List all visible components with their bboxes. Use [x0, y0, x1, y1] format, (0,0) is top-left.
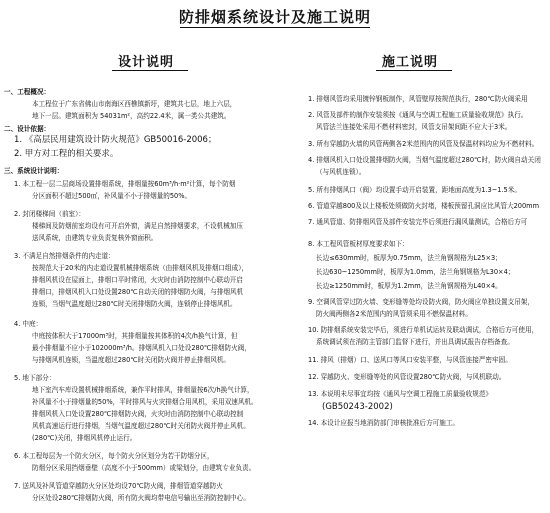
- design-line: 地下一层。建筑面积为 54031m²，高约22.4米，属一类公共建筑。: [32, 112, 231, 120]
- construction-line: 14. 本设计应报当地消防部门审核批准后方可施工。: [308, 419, 460, 427]
- construction-line: 风管法兰连接处采用不燃材料密封，风管支吊架间距不应大于3米。: [316, 123, 512, 131]
- design-line: 连锁，当烟气温度超过280℃时关闭排烟防火阀，连锁停止排烟风机。: [32, 300, 237, 308]
- construction-line: 6. 管道穿越800及以上楼板处须做防火封堵，楼板预留孔洞应比风管大200mm: [308, 202, 540, 210]
- construction-line: 9. 空调风管穿过防火墙、变形缝等处均设防火阀，防火阀应单独设置支吊架，: [308, 298, 534, 306]
- design-line: 防烟分区采用挡烟垂壁（高度不小于500mm）或梁划分，由建筑专业负责。: [32, 464, 256, 472]
- construction-line: （与风机连锁）。: [316, 168, 366, 176]
- design-line: 1. 《高层民用建筑设计防火规范》GB50016-2006；: [14, 135, 217, 145]
- construction-line: 防火阀两侧各2米范围内的风管须采用不燃保温材料。: [316, 310, 472, 318]
- construction-line: 8. 本工程风管板材厚度要求如下：: [308, 240, 409, 248]
- design-line: 中庭按体积大于17000m³时，其排烟量按其体积的4次/h换气计算，但: [32, 332, 238, 340]
- construction-line: 系统调试须在消防主管部门监督下进行，并出具调试报告存档备查。: [316, 338, 514, 346]
- design-line: 楼梯间及防烟前室均设有可开启外窗，满足自然排烟要求，不设机械加压: [32, 222, 243, 230]
- construction-heading: 施工说明: [382, 55, 439, 70]
- design-line: 2. 封闭楼梯间（前室）：: [14, 210, 86, 218]
- construction-line: 长边630~1250mm时，板厚为1.0mm，法兰角钢规格为L30×4；: [316, 268, 515, 276]
- title-underline: [180, 27, 370, 28]
- design-line: 排烟风机入口处设置280℃排烟防火阀，火灾时由消防控制中心联动控制: [32, 410, 244, 418]
- design-heading-underline: [112, 70, 188, 71]
- design-line: 地下室汽车库设置机械排烟系统，兼作平时排风，排烟量按6次/h换气计算，: [32, 386, 254, 394]
- design-line: 本工程位于广东省佛山市南海区西樵镇新圩，建筑共七层，地上六层，: [32, 100, 237, 108]
- design-line: 分区面积不超过500㎡，补风量不小于排烟量的50%。: [32, 192, 192, 200]
- construction-line: 2. 风管及部件的制作安装须按《通风与空调工程施工质量验收规范》执行。: [308, 111, 528, 119]
- construction-line: 长边≥1250mm时，板厚为1.2mm，法兰角钢规格为L40×4。: [316, 282, 502, 290]
- construction-line: 10. 防排烟系统安装完毕后，须进行单机试运转及联动调试，合格后方可使用，: [308, 326, 539, 334]
- design-line: 4. 中庭：: [14, 320, 43, 328]
- design-line: 3. 不满足自然排烟条件的内走道：: [14, 252, 115, 260]
- design-line: 补风量不小于排烟量的50%，平时排风与火灾排烟合用风机，采用双速风机。: [32, 398, 258, 406]
- design-heading: 设计说明: [118, 55, 175, 70]
- design-line: 风机高速运行进行排烟，当烟气温度超过280℃时关闭防火阀并停止风机。: [32, 422, 250, 430]
- page-title: 防排烟系统设计及施工说明: [178, 8, 371, 26]
- design-line: 二、设计依据：: [4, 125, 51, 133]
- design-line: 一、工程概况：: [4, 88, 51, 96]
- design-line: 7. 送风及补风管道穿越防火分区处均设70℃防火阀，排烟管道穿越防火: [14, 482, 223, 490]
- design-line: 与排烟风机连锁，当温度超过280℃时关闭防火阀并停止排烟风机。: [32, 356, 231, 364]
- design-line: 按规范大于20米的内走道设置机械排烟系统（由排烟风机及排烟口组成），: [32, 264, 249, 272]
- construction-line: 3. 所有穿越防火墙的风管两侧各2米范围内的风管及保温材料均应为不燃材料。: [308, 140, 539, 148]
- design-line: (280℃)关闭，排烟风机停止运行。: [32, 434, 137, 442]
- construction-line: 13. 本说明未尽事宜均按《通风与空调工程施工质量验收规范》: [308, 390, 493, 398]
- construction-line: 长边≤630mm时，板厚为0.75mm，法兰角钢规格为L25×3；: [316, 254, 502, 262]
- design-line: 分区处设280℃排烟防火阀，所有防火阀均带电信号输出至消防控制中心。: [32, 494, 250, 502]
- design-line: 5. 地下部分：: [14, 374, 56, 382]
- design-line: 排烟风机设在屋面上，排烟口平时常闭，火灾时由消防控制中心联动开启: [32, 276, 243, 284]
- construction-line: 4. 排烟风机入口处设置排烟防火阀，当烟气温度超过280℃时，防火阀自动关闭: [308, 156, 541, 164]
- construction-line: 12. 穿越防火、变形缝等处的风管设置280℃防火阀，与风机联动。: [308, 373, 506, 381]
- design-line: 6. 本工程每层为一个防火分区，每个防火分区划分为若干防烟分区，: [14, 452, 214, 460]
- design-line: 三、系统设计说明：: [4, 167, 64, 175]
- design-line: 排烟口，排烟风机入口处设置280℃自动关闭的排烟防火阀，与排烟风机: [32, 288, 244, 296]
- design-line: 1. 本工程一层二层商场设置排烟系统，排烟量按60m³/h·m²计算，每个防烟: [14, 180, 236, 188]
- construction-line: 11. 排风（排烟）口、送风口等风口安装平整，与风管连接严密牢固。: [308, 356, 512, 364]
- construction-line: (GB50243-2002): [322, 402, 393, 412]
- design-line: 送风系统，由建筑专业负责复核外窗面积。: [32, 234, 158, 242]
- construction-heading-underline: [376, 70, 452, 71]
- construction-line: 1. 排烟风管均采用镀锌钢板制作，风管壁厚按规范执行，280℃防火阀采用: [308, 95, 528, 103]
- construction-line: 7. 通风管道、防排烟风管及部件安装完毕后须进行漏风量测试，合格后方可: [308, 218, 528, 226]
- design-line: 最小排烟量不应小于102000m³/h。排烟风机入口处设280℃排烟防火阀，: [32, 344, 251, 352]
- construction-line: 5. 所有排烟风口（阀）均设置手动开启装置，距地面高度为1.3~1.5米。: [308, 186, 521, 194]
- design-line: 2. 甲方对工程的相关要求。: [14, 149, 119, 159]
